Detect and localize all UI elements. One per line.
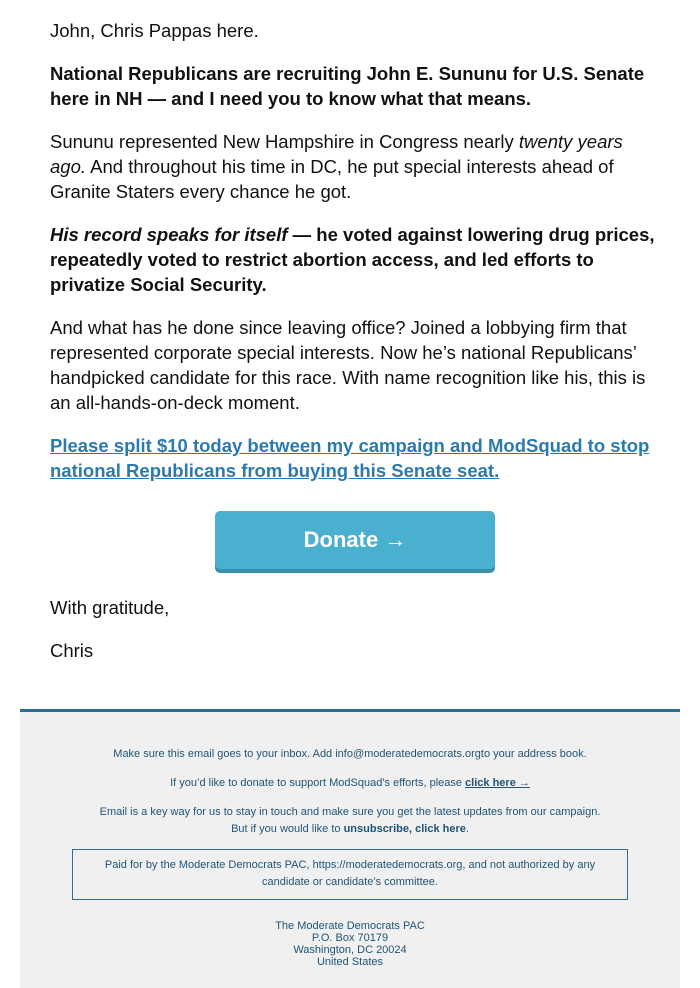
footer-email-text	[90, 804, 610, 838]
paragraph-recruiting: National Republicans are recruiting John E. Sununu for U.S. Senate here in NH — and I need you to know what that means.	[50, 63, 645, 109]
paragraph-record	[50, 129, 660, 204]
address-country: United States	[316, 956, 384, 968]
greeting: John, Chris Pappas here.	[50, 20, 259, 41]
donate-button[interactable]: Donate →	[215, 511, 495, 569]
email-body	[50, 18, 660, 681]
address-org: The Moderate Democrats PAC	[275, 920, 425, 932]
paragraph-record-italic: twenty years ago.	[50, 131, 623, 177]
donate-cta-link[interactable]: Please split $10 today between my campaign and ModSquad to stop national Republicans from buying this Senate seat.	[50, 435, 650, 481]
signature: Chris	[50, 640, 94, 661]
unsubscribe-link[interactable]: unsubscribe, click here	[343, 823, 466, 835]
paragraph-lobbying: And what has he done since leaving office? Joined a lobbying firm that represented corporate special interests. Now he’s national Republicans’ handpicked candidate for this race. With name recognition like his, this is an all-hands-on-deck moment.	[50, 317, 646, 413]
paragraph-record-b: And throughout his time in DC, he put special interests ahead of Granite Staters every chance he got.	[50, 156, 614, 202]
paid-for-disclaimer	[72, 849, 628, 900]
address-box: P.O. Box 70179	[311, 932, 389, 944]
footer-email-end: .	[465, 823, 469, 835]
paragraph-votes-rest: — he voted against lowering drug prices, repeatedly voted to restrict abortion access, and led efforts to privatize Social Security.	[50, 224, 655, 295]
mailing-address	[20, 920, 680, 968]
footer-donate-prefix: If you’d like to donate to support ModSquad’s efforts, please	[170, 777, 466, 789]
donate-button-wrap	[50, 511, 660, 569]
paragraph-record-a: Sununu represented New Hampshire in Congress nearly	[50, 131, 519, 152]
paid-for-text: Paid for by the Moderate Democrats PAC, https://moderatedemocrats.org, and not authorized by any candidate or candidate’s committee.	[104, 859, 596, 888]
footer-email-prefix: Email is a key way for us to stay in touch and make sure you get the latest updates from our campaign. But if you would like to	[99, 806, 601, 835]
paragraph-votes-italic: His record speaks for itself	[50, 224, 288, 245]
paragraph-votes	[50, 222, 660, 297]
email-footer	[20, 709, 680, 988]
footer-donate-link[interactable]: click here →	[465, 777, 530, 789]
footer-inbox-text: Make sure this email goes to your inbox. Add info@moderatedemocrats.orgto your address book.	[113, 748, 587, 760]
closing: With gratitude,	[50, 597, 170, 618]
address-city: Washington, DC 20024	[293, 944, 407, 956]
footer-donate-text	[20, 775, 680, 792]
